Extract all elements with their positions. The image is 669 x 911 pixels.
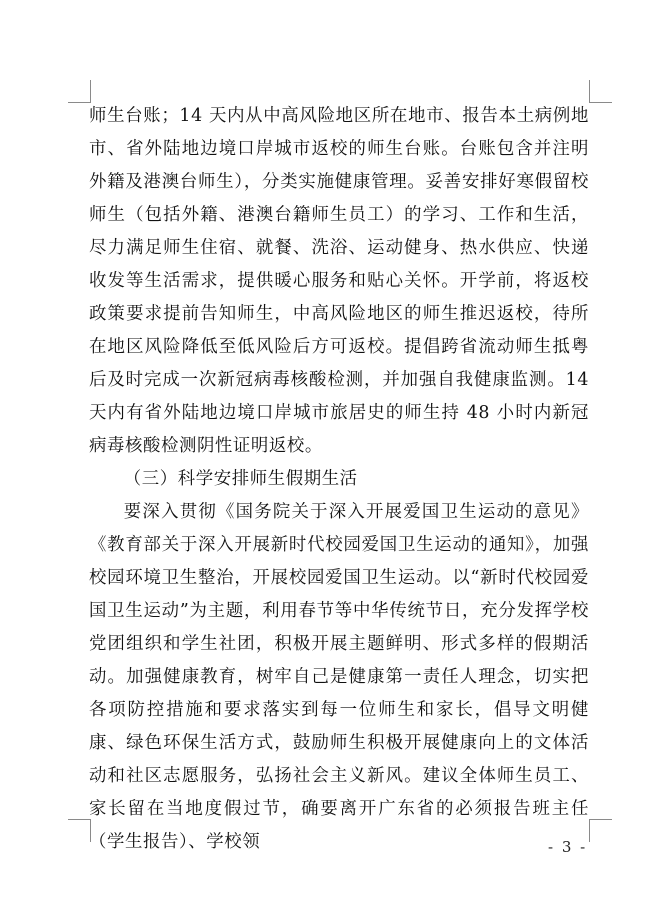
document-body xyxy=(89,100,589,859)
crop-mark-bottom-right xyxy=(589,819,612,842)
crop-mark-top-right xyxy=(589,80,612,103)
crop-mark-bottom-left xyxy=(68,819,91,842)
body-paragraph: 师生台账；14 天内从中高风险地区所在地市、报告本土病例地市、省外陆地边境口岸城市返校的师生台账。台账包含并注明外籍及港澳台师生），分类实施健康管理。妥善安排好寒假留校师生（包括外籍、港澳台籍师生员工）的学习、工作和生活，尽力满足师生住宿、就餐、洗浴、运动健身、热水供应、快递收发等生活需求，提供暖心服务和贴心关怀。开学前，将返校政策要求提前告知师生，中高风险地区的师生推迟返校，待所在地区风险降低至低风险后方可返校。提倡跨省流动师生抵粤后及时完成一次新冠病毒核酸检测，并加强自我健康监测。14 天内有省外陆地边境口岸城市旅居史的师生持 48 小时内新冠病毒核酸检测阴性证明返校。 xyxy=(89,106,589,456)
section-heading: （三）科学安排师生假期生活 xyxy=(123,469,358,489)
crop-mark-top-left xyxy=(68,80,91,103)
page-number: - 3 - xyxy=(548,838,588,856)
body-paragraph: 要深入贯彻《国务院关于深入开展爱国卫生运动的意见》《教育部关于深入开展新时代校园爱国卫生运动的通知》，加强校园环境卫生整治，开展校园爱国卫生运动。以“新时代校园爱国卫生运动”为主题，利用春节等中华传统节日，充分发挥学校党团组织和学生社团，积极开展主题鲜明、形式多样的假期活动。加强健康教育，树牢自己是健康第一责任人理念，切实把各项防控措施和要求落实到每一位师生和家长，倡导文明健康、绿色环保生活方式，鼓励师生积极开展健康向上的文体活动和社区志愿服务，弘扬社会主义新风。建议全体师生员工、家长留在当地度假过节，确要离开广东省的必须报告班主任（学生报告）、学校领 xyxy=(89,502,589,852)
